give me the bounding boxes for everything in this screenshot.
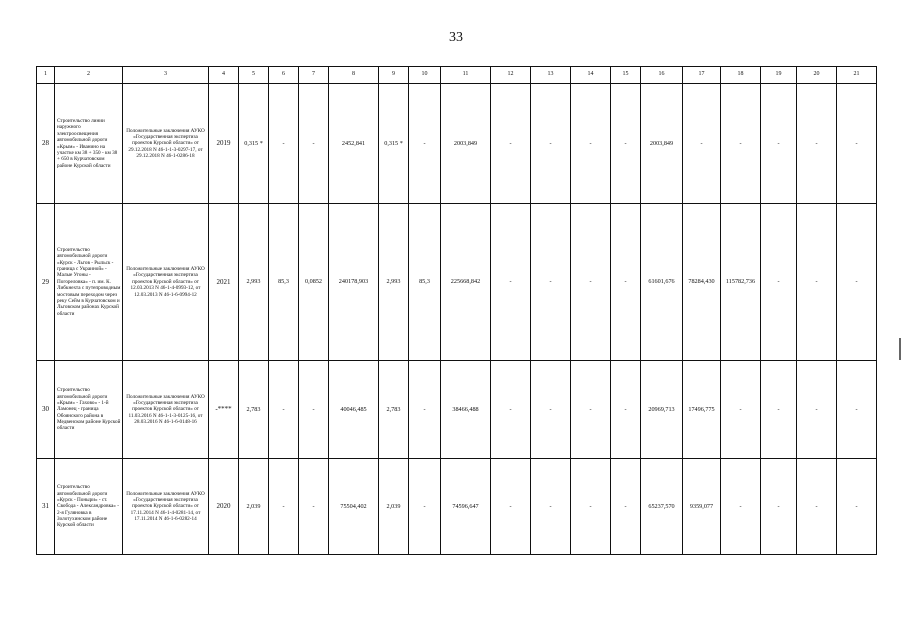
capacity-total-m-cell: 85,3: [409, 204, 441, 361]
commissioning-year-cell: 2020: [209, 459, 239, 555]
capacity-total-km-cell: 2,039: [379, 459, 409, 555]
capacity-extra-cell: 0,0852: [299, 204, 329, 361]
object-name-cell: Строительство автомобильной дороги «Курск - Льгов - Рыльск - граница с Украиной» - Малые Угоны - Погореловка» - п. им. К. Либкнехта с путепроводным мостовым переходом через реку Сейм в Курчатовском и Льговском районах Курской области: [55, 204, 123, 361]
cost-col-21-cell: -: [837, 84, 877, 204]
capacity-total-m-cell: -: [409, 84, 441, 204]
column-number-cell: 7: [299, 67, 329, 84]
commissioning-year-cell: 2019: [209, 84, 239, 204]
cost-col-15-cell: -: [611, 84, 641, 204]
cost-col-20-cell: -: [797, 459, 837, 555]
capacity-km-cell: 2,783: [239, 361, 269, 459]
remaining-cost-cell: 74596,647: [441, 459, 491, 555]
funding-2019-cell: 65237,570: [641, 459, 683, 555]
capacity-extra-cell: -: [299, 361, 329, 459]
funding-2020-cell: -: [683, 84, 721, 204]
column-number-cell: 3: [123, 67, 209, 84]
column-number-cell: 8: [329, 67, 379, 84]
funding-2021-cell: -: [721, 361, 761, 459]
commissioning-year-cell: -****: [209, 361, 239, 459]
table-row: [37, 459, 877, 555]
column-number-cell: 19: [761, 67, 797, 84]
cost-col-14-cell: -: [571, 84, 611, 204]
column-number-cell: 13: [531, 67, 571, 84]
expertise-conclusion-cell: Положительные заключения АУКО «Государственная экспертиза проектов Курской области» от 11.03.2016 N 46-1-1-3-0125-16, от 28.03.2016 N 46-1-6-0148-16: [123, 361, 209, 459]
expertise-conclusion-cell: Положительные заключения АУКО «Государственная экспертиза проектов Курской области» от 12.03.2013 N 46-1-4-0993-12, от 12.03.2013 N 46-1-6-0994-12: [123, 204, 209, 361]
estimated-cost-cell: 2452,841: [329, 84, 379, 204]
cost-col-15-cell: -: [611, 204, 641, 361]
capacity-m-cell: -: [269, 361, 299, 459]
capacity-extra-cell: -: [299, 459, 329, 555]
column-number-cell: 18: [721, 67, 761, 84]
column-number-cell: 16: [641, 67, 683, 84]
row-number-cell: 29: [37, 204, 55, 361]
cost-col-21-cell: -: [837, 459, 877, 555]
capacity-km-cell: 2,993: [239, 204, 269, 361]
table-row: [37, 361, 877, 459]
capacity-m-cell: -: [269, 459, 299, 555]
cost-col-15-cell: -: [611, 459, 641, 555]
cost-col-19-cell: -: [761, 84, 797, 204]
row-number-cell: 28: [37, 84, 55, 204]
capacity-total-km-cell: 2,783: [379, 361, 409, 459]
capacity-m-cell: 85,3: [269, 204, 299, 361]
column-number-cell: 20: [797, 67, 837, 84]
cost-col-13-cell: -: [531, 204, 571, 361]
column-number-row: [37, 67, 877, 84]
investment-table: [36, 66, 877, 555]
capacity-total-km-cell: 2,993: [379, 204, 409, 361]
scan-edge-mark: [899, 338, 901, 360]
estimated-cost-cell: 40046,485: [329, 361, 379, 459]
capacity-total-m-cell: -: [409, 459, 441, 555]
cost-col-20-cell: -: [797, 84, 837, 204]
funding-2019-cell: 20969,713: [641, 361, 683, 459]
estimated-cost-cell: 75504,402: [329, 459, 379, 555]
column-number-cell: 14: [571, 67, 611, 84]
capacity-total-m-cell: -: [409, 361, 441, 459]
cost-col-12-cell: -: [491, 84, 531, 204]
funding-2021-cell: 115782,736: [721, 204, 761, 361]
table-row: [37, 204, 877, 361]
column-number-cell: 5: [239, 67, 269, 84]
funding-2020-cell: 17496,775: [683, 361, 721, 459]
cost-col-21-cell: -: [837, 204, 877, 361]
expertise-conclusion-cell: Положительные заключения АУКО «Государственная экспертиза проектов Курской области» от 17.11.2014 N 46-1-4-0281-14, от 17.11.2014 N 46-1-6-0282-14: [123, 459, 209, 555]
column-number-cell: 10: [409, 67, 441, 84]
column-number-cell: 11: [441, 67, 491, 84]
capacity-km-cell: 0,315 *: [239, 84, 269, 204]
commissioning-year-cell: 2021: [209, 204, 239, 361]
funding-2020-cell: 78284,430: [683, 204, 721, 361]
object-name-cell: Строительство линии наружного электроосвещения автомобильной дороги «Крым» - Иванино на участке км 38 + 350 - км 38 + 650 в Курчатовском районе Курской области: [55, 84, 123, 204]
column-number-cell: 12: [491, 67, 531, 84]
funding-2019-cell: 2003,849: [641, 84, 683, 204]
estimated-cost-cell: 240178,903: [329, 204, 379, 361]
cost-col-19-cell: -: [761, 204, 797, 361]
cost-col-13-cell: -: [531, 84, 571, 204]
column-number-cell: 21: [837, 67, 877, 84]
column-number-cell: 4: [209, 67, 239, 84]
funding-2019-cell: 61601,676: [641, 204, 683, 361]
column-number-cell: 17: [683, 67, 721, 84]
page-number: 33: [449, 30, 463, 45]
capacity-m-cell: -: [269, 84, 299, 204]
cost-col-19-cell: -: [761, 361, 797, 459]
row-number-cell: 31: [37, 459, 55, 555]
funding-2020-cell: 9359,077: [683, 459, 721, 555]
cost-col-14-cell: -: [571, 204, 611, 361]
cost-col-15-cell: -: [611, 361, 641, 459]
expertise-conclusion-cell: Положительные заключения АУКО «Государственная экспертиза проектов Курской области» от 29.12.2018 N 46-1-1-3-0297-17, от 29.12.2018 N 46-1-0286-18: [123, 84, 209, 204]
remaining-cost-cell: 38466,488: [441, 361, 491, 459]
column-number-cell: 2: [55, 67, 123, 84]
remaining-cost-cell: 225668,842: [441, 204, 491, 361]
cost-col-12-cell: -: [491, 204, 531, 361]
column-number-cell: 6: [269, 67, 299, 84]
cost-col-12-cell: -: [491, 361, 531, 459]
object-name-cell: Строительство автомобильной дороги «Крым» - Гахово» - 1-й Ламонец - граница Обоянского района в Медвенском районе Курской области: [55, 361, 123, 459]
remaining-cost-cell: 2003,849: [441, 84, 491, 204]
cost-col-19-cell: -: [761, 459, 797, 555]
column-number-cell: 15: [611, 67, 641, 84]
table-body: [37, 67, 877, 555]
column-number-cell: 1: [37, 67, 55, 84]
cost-col-14-cell: -: [571, 361, 611, 459]
funding-2021-cell: -: [721, 459, 761, 555]
capacity-km-cell: 2,039: [239, 459, 269, 555]
cost-col-14-cell: -: [571, 459, 611, 555]
capacity-extra-cell: -: [299, 84, 329, 204]
cost-col-20-cell: -: [797, 361, 837, 459]
cost-col-20-cell: -: [797, 204, 837, 361]
cost-col-12-cell: -: [491, 459, 531, 555]
cost-col-13-cell: -: [531, 459, 571, 555]
cost-col-13-cell: -: [531, 361, 571, 459]
funding-2021-cell: -: [721, 84, 761, 204]
column-number-cell: 9: [379, 67, 409, 84]
capacity-total-km-cell: 0,315 *: [379, 84, 409, 204]
row-number-cell: 30: [37, 361, 55, 459]
cost-col-21-cell: -: [837, 361, 877, 459]
table-row: [37, 84, 877, 204]
object-name-cell: Строительство автомобильной дороги «Курск - Поныри» - ст. Свобода - Александровка» - 2-я Гуляновка в Золотухинском районе Курской области: [55, 459, 123, 555]
